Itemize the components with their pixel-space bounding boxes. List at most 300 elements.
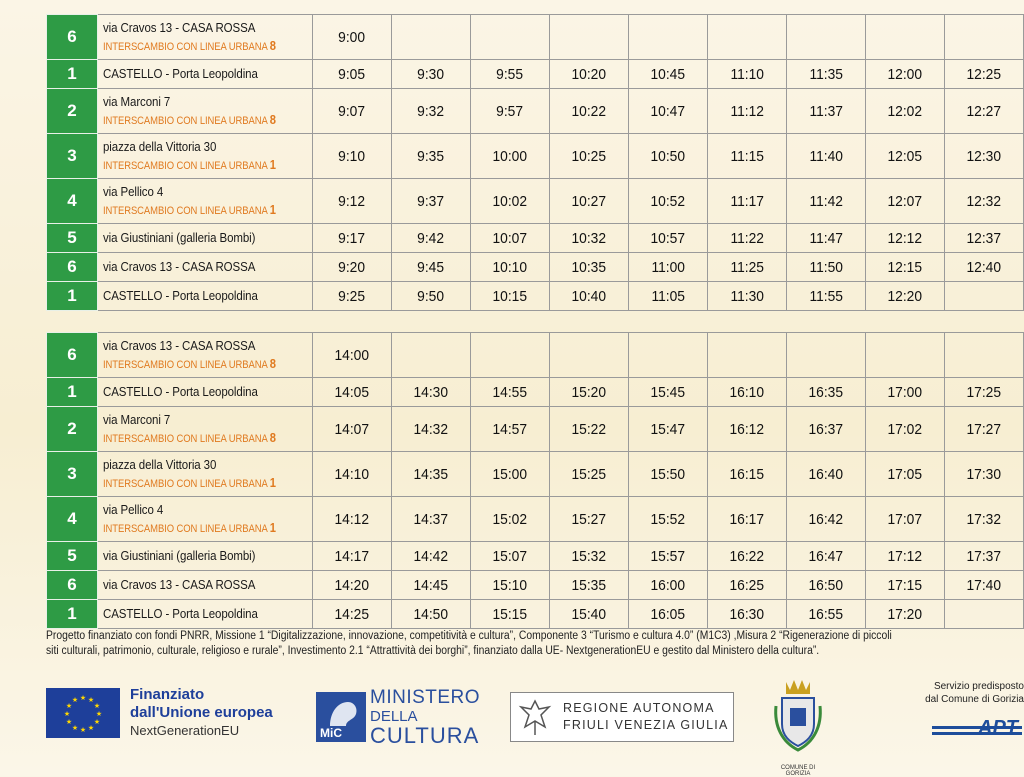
eu-line3: NextGenerationEU (130, 723, 240, 738)
svg-text:★: ★ (65, 703, 73, 710)
departure-time (866, 497, 945, 542)
departure-time (313, 542, 392, 571)
departure-time (471, 253, 550, 282)
departure-time-text: 12:32 (966, 192, 1002, 210)
departure-time (787, 60, 866, 89)
stop-cell (98, 407, 313, 452)
funding-note-line1: Progetto finanziato con fondi PNRR, Missione 1 “Digitalizzazione, innovazione, competitività e cultura”, Componente 3 “Turismo e cultura 4.0” (M1C3) ,Misura 2 “Rigenerazione di piccoli (46, 630, 892, 642)
departure-time-text: 15:40 (571, 605, 607, 623)
departure-time-text: 10:20 (571, 65, 607, 83)
departure-time (629, 600, 708, 629)
stop-number: 1 (47, 282, 98, 311)
interchange-note (103, 429, 283, 448)
departure-time-text: 17:12 (887, 547, 923, 565)
departure-time (392, 60, 471, 89)
departure-time (945, 497, 1024, 542)
departure-time (471, 497, 550, 542)
departure-time (866, 179, 945, 224)
departure-time (708, 224, 787, 253)
departure-time (945, 134, 1024, 179)
departure-time-text: 15:22 (571, 420, 607, 438)
departure-time (392, 542, 471, 571)
timetable-morning (46, 14, 1024, 311)
departure-time-text: 14:05 (334, 383, 370, 401)
departure-time (866, 15, 945, 60)
departure-time (787, 224, 866, 253)
departure-time-text: 10:50 (650, 147, 686, 165)
stop-name: via Marconi 7 (103, 412, 171, 427)
departure-time-text: 15:27 (571, 510, 607, 528)
departure-time-text: 17:32 (966, 510, 1002, 528)
departure-time (471, 333, 550, 378)
departure-time-text: 9:50 (417, 287, 445, 305)
departure-time-text: 9:00 (338, 28, 366, 46)
interchange-line-number: 8 (269, 429, 276, 445)
departure-time-text: 11:30 (730, 287, 764, 305)
departure-time (550, 497, 629, 542)
interchange-label: INTERSCAMBIO CON LINEA URBANA (103, 358, 268, 371)
departure-time (866, 89, 945, 134)
departure-time (945, 253, 1024, 282)
departure-time (313, 378, 392, 407)
departure-time (550, 542, 629, 571)
departure-time-text: 15:10 (492, 576, 528, 594)
departure-time-text: 10:32 (571, 229, 607, 247)
departure-time (866, 224, 945, 253)
departure-time-text: 14:32 (413, 420, 449, 438)
departure-time-text: 12:25 (966, 65, 1002, 83)
departure-time (471, 452, 550, 497)
departure-time-text: 14:50 (413, 605, 449, 623)
departure-time-text: 10:57 (650, 229, 686, 247)
departure-time (471, 282, 550, 311)
departure-time (629, 378, 708, 407)
departure-time (313, 452, 392, 497)
departure-time (550, 378, 629, 407)
stop-number: 3 (47, 452, 98, 497)
departure-time-text: 12:00 (887, 65, 923, 83)
departure-time (708, 497, 787, 542)
departure-time-text: 9:45 (417, 258, 445, 276)
departure-time (787, 571, 866, 600)
stop-cell (98, 452, 313, 497)
departure-time-text: 9:35 (417, 147, 445, 165)
interchange-line-number: 8 (269, 37, 276, 53)
stop-row (47, 452, 1024, 497)
departure-time (550, 15, 629, 60)
svg-text:★: ★ (79, 727, 87, 734)
interchange-line-number: 8 (269, 111, 276, 127)
departure-time (945, 224, 1024, 253)
stop-name: via Pellico 4 (103, 184, 164, 199)
departure-time (471, 600, 550, 629)
departure-time-text: 12:27 (966, 102, 1002, 120)
svg-text:★: ★ (79, 695, 87, 702)
departure-time (550, 333, 629, 378)
departure-time-text: 16:05 (650, 605, 686, 623)
departure-time (787, 600, 866, 629)
mic-line3: CULTURA (370, 723, 480, 748)
departure-time-text: 12:07 (887, 192, 923, 210)
stop-row (47, 333, 1024, 378)
departure-time-text: 14:25 (334, 605, 370, 623)
svg-text:★: ★ (71, 697, 79, 704)
stop-name: via Giustiniani (galleria Bombi) (103, 231, 256, 245)
interchange-line-number: 8 (269, 355, 276, 371)
departure-time (787, 378, 866, 407)
departure-time-text: 15:32 (571, 547, 607, 565)
departure-time (708, 15, 787, 60)
interchange-note (103, 355, 283, 374)
departure-time (629, 60, 708, 89)
departure-time (471, 179, 550, 224)
departure-time (471, 571, 550, 600)
gorizia-caption: COMUNE DI GORIZIA (780, 765, 816, 777)
gorizia-crest-icon (770, 676, 826, 758)
stop-row (47, 224, 1024, 253)
departure-time-text: 10:27 (571, 192, 607, 210)
stop-cell (98, 15, 313, 60)
departure-time (708, 600, 787, 629)
stop-number: 6 (47, 333, 98, 378)
departure-time-text: 15:07 (492, 547, 528, 565)
stop-row (47, 89, 1024, 134)
departure-time (392, 179, 471, 224)
departure-time-text: 17:02 (887, 420, 923, 438)
departure-time-text: 11:47 (809, 229, 843, 247)
stop-name: piazza della Vittoria 30 (103, 457, 217, 472)
departure-time-text: 14:30 (413, 383, 449, 401)
departure-time (392, 134, 471, 179)
departure-time-text: 16:37 (808, 420, 844, 438)
departure-time (708, 571, 787, 600)
departure-time (866, 333, 945, 378)
departure-time-text: 16:42 (808, 510, 844, 528)
apt-mark (924, 712, 1024, 753)
departure-time-text: 15:35 (571, 576, 607, 594)
departure-time (866, 378, 945, 407)
stop-name: via Cravos 13 - CASA ROSSA (103, 578, 256, 592)
departure-time (629, 134, 708, 179)
stop-number: 6 (47, 253, 98, 282)
departure-time (392, 282, 471, 311)
eagle-icon (517, 697, 553, 737)
departure-time (629, 333, 708, 378)
stop-cell (98, 600, 313, 629)
departure-time (708, 253, 787, 282)
departure-time-text: 11:50 (809, 258, 843, 276)
departure-time (313, 134, 392, 179)
departure-time-text: 14:35 (413, 465, 449, 483)
departure-time (945, 89, 1024, 134)
departure-time-text: 12:30 (966, 147, 1002, 165)
departure-time (866, 452, 945, 497)
departure-time (866, 282, 945, 311)
departure-time-text: 16:00 (650, 576, 686, 594)
interchange-note (103, 156, 283, 175)
departure-time-text: 11:15 (730, 147, 764, 165)
departure-time-text: 11:17 (730, 192, 764, 210)
departure-time (866, 600, 945, 629)
departure-time-text: 16:47 (808, 547, 844, 565)
departure-time-text: 10:40 (571, 287, 607, 305)
stop-row (47, 282, 1024, 311)
stop-cell (98, 378, 313, 407)
departure-time-text: 17:20 (887, 605, 923, 623)
eu-line1: Finanziato (130, 686, 205, 703)
stop-row (47, 571, 1024, 600)
departure-time (392, 600, 471, 629)
departure-time-text: 12:02 (887, 102, 923, 120)
departure-time-text: 11:12 (730, 102, 764, 120)
departure-time (392, 452, 471, 497)
departure-time (313, 571, 392, 600)
stop-row (47, 253, 1024, 282)
departure-time (708, 60, 787, 89)
departure-time-text: 15:25 (571, 465, 607, 483)
departure-time-text: 9:20 (338, 258, 366, 276)
departure-time (471, 542, 550, 571)
departure-time (392, 497, 471, 542)
stop-number: 1 (47, 60, 98, 89)
stop-cell (98, 282, 313, 311)
departure-time-text: 12:05 (887, 147, 923, 165)
departure-time-text: 11:37 (809, 102, 843, 120)
departure-time-text: 15:57 (650, 547, 686, 565)
departure-time (392, 253, 471, 282)
departure-time-text: 14:00 (334, 346, 370, 364)
stop-name: via Giustiniani (galleria Bombi) (103, 549, 256, 563)
stop-name: CASTELLO - Porta Leopoldina (103, 385, 258, 399)
stop-row (47, 134, 1024, 179)
departure-time (629, 542, 708, 571)
logo-strip (0, 676, 1024, 776)
departure-time (787, 542, 866, 571)
departure-time-text: 9:57 (496, 102, 524, 120)
departure-time (629, 571, 708, 600)
departure-time (550, 134, 629, 179)
stop-cell (98, 179, 313, 224)
svg-text:★: ★ (87, 697, 95, 704)
departure-time-text: 10:00 (492, 147, 528, 165)
departure-time (945, 571, 1024, 600)
departure-time-text: 14:37 (413, 510, 449, 528)
stop-number: 6 (47, 571, 98, 600)
departure-time-text: 10:10 (492, 258, 528, 276)
departure-time (471, 378, 550, 407)
departure-time (945, 378, 1024, 407)
stop-number: 2 (47, 407, 98, 452)
interchange-label: INTERSCAMBIO CON LINEA URBANA (103, 432, 268, 445)
departure-time-text: 10:22 (571, 102, 607, 120)
stop-cell (98, 60, 313, 89)
departure-time-text: 16:10 (729, 383, 765, 401)
apt-mark-text: APT (978, 717, 1018, 739)
departure-time (866, 542, 945, 571)
interchange-label: INTERSCAMBIO CON LINEA URBANA (103, 477, 268, 490)
departure-time-text: 14:42 (413, 547, 449, 565)
svg-text:★: ★ (87, 725, 95, 732)
departure-time-text: 14:45 (413, 576, 449, 594)
departure-time (708, 282, 787, 311)
departure-time (945, 407, 1024, 452)
departure-time (550, 282, 629, 311)
fvg-line1: REGIONE AUTONOMA (563, 701, 715, 715)
departure-time (550, 89, 629, 134)
departure-time (945, 452, 1024, 497)
departure-time-text: 9:30 (417, 65, 445, 83)
stop-name: CASTELLO - Porta Leopoldina (103, 607, 258, 621)
departure-time (471, 15, 550, 60)
svg-text:★: ★ (65, 719, 73, 726)
departure-time-text: 12:20 (887, 287, 923, 305)
departure-time-text: 11:35 (809, 65, 843, 83)
departure-time (550, 179, 629, 224)
departure-time-text: 10:25 (571, 147, 607, 165)
departure-time (787, 15, 866, 60)
departure-time-text: 15:02 (492, 510, 528, 528)
stop-cell (98, 333, 313, 378)
departure-time (392, 571, 471, 600)
departure-time (787, 134, 866, 179)
departure-time (550, 452, 629, 497)
fvg-line2: FRIULI VENEZIA GIULIA (563, 718, 729, 732)
departure-time (471, 134, 550, 179)
departure-time-text: 17:00 (887, 383, 923, 401)
stop-cell (98, 542, 313, 571)
stop-row (47, 378, 1024, 407)
departure-time-text: 14:17 (334, 547, 370, 565)
departure-time-text: 9:32 (417, 102, 445, 120)
departure-time-text: 17:15 (887, 576, 923, 594)
departure-time (708, 542, 787, 571)
departure-time (866, 571, 945, 600)
departure-time-text: 11:05 (651, 287, 685, 305)
departure-time (787, 452, 866, 497)
departure-time (313, 60, 392, 89)
stop-row (47, 179, 1024, 224)
departure-time-text: 9:25 (338, 287, 366, 305)
departure-time (787, 179, 866, 224)
departure-time (629, 452, 708, 497)
stop-cell (98, 497, 313, 542)
mic-badge-icon (316, 692, 366, 742)
departure-time (313, 282, 392, 311)
svg-text:★: ★ (93, 719, 101, 726)
departure-time (313, 497, 392, 542)
departure-time (629, 89, 708, 134)
departure-time-text: 10:45 (650, 65, 686, 83)
departure-time (945, 15, 1024, 60)
departure-time (708, 134, 787, 179)
departure-time-text: 9:07 (338, 102, 366, 120)
departure-time (392, 378, 471, 407)
departure-time (550, 224, 629, 253)
stop-name: piazza della Vittoria 30 (103, 139, 217, 154)
departure-time (629, 15, 708, 60)
stop-row (47, 600, 1024, 629)
stop-cell (98, 253, 313, 282)
interchange-line-number: 1 (269, 156, 276, 172)
departure-time (787, 89, 866, 134)
stop-number: 5 (47, 542, 98, 571)
departure-time-text: 16:25 (729, 576, 765, 594)
departure-time (708, 89, 787, 134)
interchange-note (103, 474, 283, 493)
stop-row (47, 60, 1024, 89)
departure-time (392, 407, 471, 452)
departure-time-text: 16:12 (729, 420, 765, 438)
departure-time (708, 407, 787, 452)
departure-time-text: 10:52 (650, 192, 686, 210)
departure-time (629, 179, 708, 224)
apt-line1: Servizio predisposto (933, 681, 1024, 692)
departure-time (945, 600, 1024, 629)
departure-time (550, 571, 629, 600)
departure-time-text: 14:12 (334, 510, 370, 528)
interchange-line-number: 1 (269, 474, 276, 490)
mic-line1: MINISTERO (370, 687, 481, 708)
interchange-note (103, 201, 283, 220)
departure-time (945, 333, 1024, 378)
stop-name: CASTELLO - Porta Leopoldina (103, 67, 258, 81)
svg-text:★: ★ (71, 725, 79, 732)
departure-time-text: 15:50 (650, 465, 686, 483)
eu-funding-logo (46, 686, 273, 740)
interchange-line-number: 1 (269, 519, 276, 535)
departure-time (629, 282, 708, 311)
departure-time-text: 10:47 (650, 102, 686, 120)
departure-time (629, 224, 708, 253)
departure-time (629, 497, 708, 542)
departure-time-text: 11:40 (809, 147, 843, 165)
departure-time (471, 89, 550, 134)
stop-row (47, 15, 1024, 60)
departure-time (313, 224, 392, 253)
departure-time-text: 10:35 (571, 258, 607, 276)
departure-time (471, 60, 550, 89)
svg-text:★: ★ (63, 711, 71, 718)
departure-time-text: 14:07 (334, 420, 370, 438)
stop-name: via Marconi 7 (103, 94, 171, 109)
departure-time-text: 12:12 (887, 229, 923, 247)
departure-time-text: 14:55 (492, 383, 528, 401)
departure-time (313, 600, 392, 629)
departure-time-text: 14:10 (334, 465, 370, 483)
interchange-label: INTERSCAMBIO CON LINEA URBANA (103, 159, 268, 172)
regione-fvg-logo (510, 692, 734, 742)
departure-time-text: 10:15 (492, 287, 528, 305)
departure-time-text: 12:40 (966, 258, 1002, 276)
departure-time (787, 253, 866, 282)
departure-time-text: 17:07 (887, 510, 923, 528)
departure-time-text: 10:07 (492, 229, 528, 247)
departure-time (708, 452, 787, 497)
departure-time-text: 17:05 (887, 465, 923, 483)
departure-time-text: 12:15 (887, 258, 923, 276)
departure-time (392, 15, 471, 60)
departure-time (313, 253, 392, 282)
departure-time-text: 17:40 (966, 576, 1002, 594)
apt-logo (924, 680, 1024, 753)
stop-number: 5 (47, 224, 98, 253)
svg-text:★: ★ (93, 703, 101, 710)
departure-time-text: 15:20 (571, 383, 607, 401)
departure-time (787, 333, 866, 378)
stop-name: via Pellico 4 (103, 502, 164, 517)
stop-number: 6 (47, 15, 98, 60)
stop-cell (98, 224, 313, 253)
